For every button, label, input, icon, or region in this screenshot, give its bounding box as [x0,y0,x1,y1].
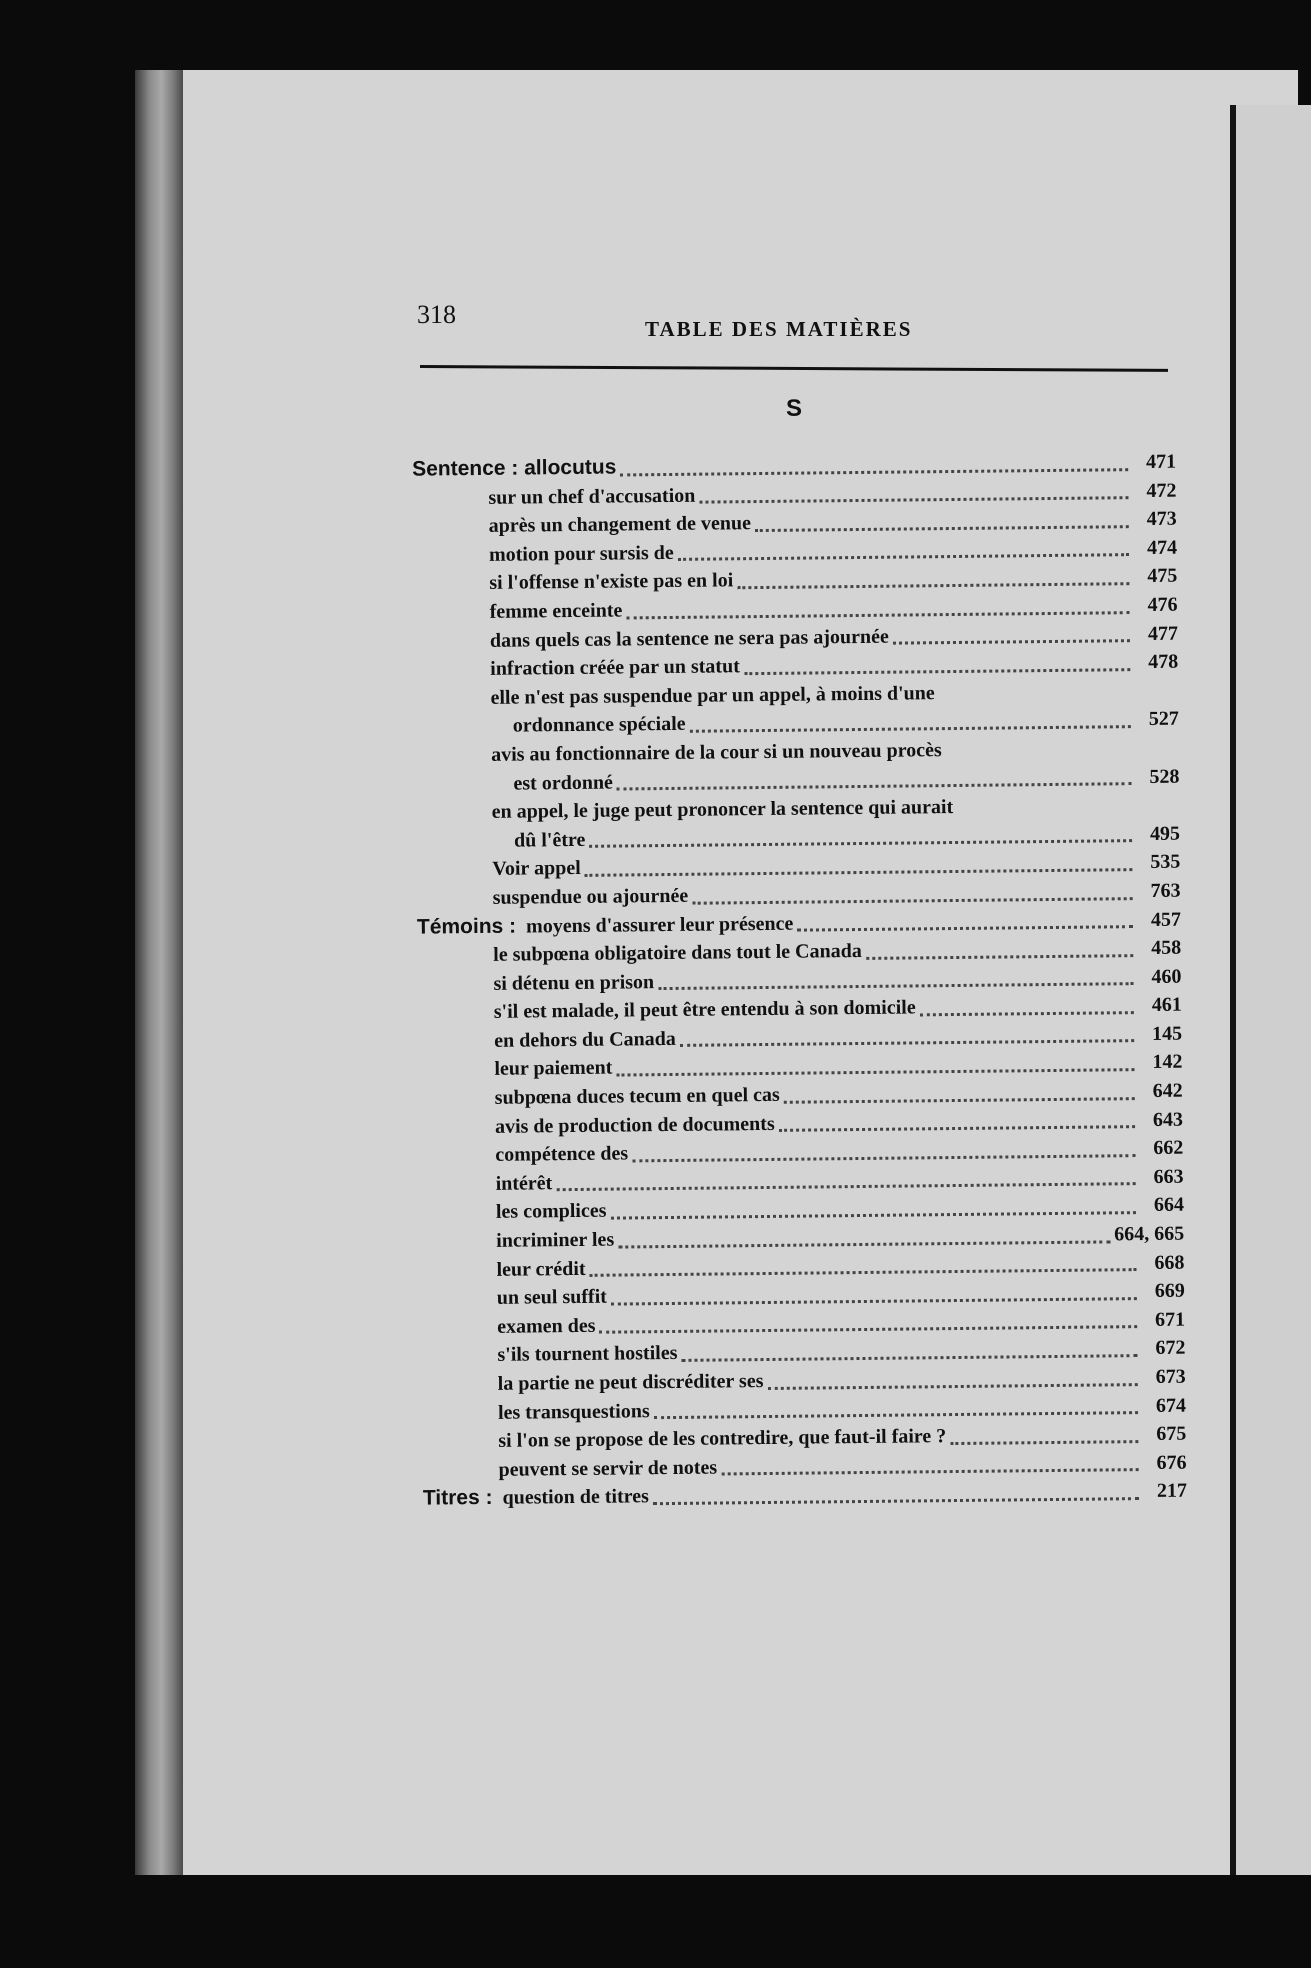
toc-page-number: 477 [1147,622,1179,645]
dot-leader [690,724,1131,733]
dot-leader [950,1439,1138,1445]
toc-page-number: 664 [1153,1194,1185,1217]
toc-entry-text: le subpœna obligatoire dans tout le Canada [493,940,862,966]
toc-entry-text: peuvent se servir de notes [498,1456,718,1481]
dot-leader [611,1296,1137,1306]
toc-page-number: 671 [1154,1308,1186,1331]
dot-leader [654,1410,1138,1419]
toc-entry-text: en appel, le juge peut prononcer la sentence qui aurait [491,796,954,823]
toc-entry-text: examen des [497,1314,596,1338]
toc-page-number: 642 [1152,1079,1183,1103]
toc-page-number: 676 [1156,1451,1187,1474]
toc-page-number: 217 [1156,1479,1187,1503]
toc-entry-text: leur paiement [494,1057,613,1081]
dot-leader [653,1496,1139,1505]
toc-entry-text: intérêt [495,1172,553,1195]
toc-page-number: 495 [1149,822,1181,845]
toc-entry-continuation: est ordonné [513,771,613,795]
toc-page-number: 457 [1150,908,1182,931]
toc-entry-text: en dehors du Canada [494,1027,676,1052]
dot-leader [692,896,1132,905]
page-number: 318 [417,300,456,329]
toc-entry-text: motion pour sursis de [488,541,674,566]
toc-entry-text: elle n'est pas suspendue par un appel, à moins d'une [490,681,935,709]
toc-entry-text: un seul suffit [496,1285,607,1310]
toc-page-number: 476 [1147,593,1178,616]
dot-leader [681,1353,1137,1362]
toc-entry-text: avis de production de documents [494,1112,775,1138]
toc-entry-text: moyens d'assurer leur présence [526,912,794,937]
toc-entry-text: s'il est malade, il peut être entendu à son domicile [493,996,916,1024]
dot-leader [658,981,1133,990]
dot-leader [590,1267,1137,1277]
toc-entry-text: infraction créée par un statut [490,655,740,681]
toc-entry-text: avis au fonctionnaire de la cour si un nouveau procès [491,739,942,766]
toc-entry-text: femme enceinte [489,599,623,623]
dot-leader [632,1153,1135,1162]
dot-leader [755,524,1129,532]
toc-page-number: 664, 665 [1114,1222,1185,1246]
toc-page-number: 763 [1150,879,1181,902]
toc-entry-text: les complices [495,1200,607,1224]
toc-page-number: 460 [1151,965,1182,988]
dot-leader [589,838,1132,848]
dot-leader [779,1124,1135,1132]
toc-entry-text: leur crédit [496,1257,586,1281]
toc-entry-text: si détenu en prison [493,970,655,995]
dot-leader [920,1010,1134,1016]
dot-leader [721,1467,1139,1475]
toc-entry-text: si l'offense n'existe pas en loi [489,569,734,595]
dot-leader [784,1096,1135,1104]
toc-entry-text: compétence des [495,1142,629,1167]
toc-entry-text: subpœna duces tecum en quel cas [494,1083,780,1109]
toc-topic-heading: Témoins : [416,914,517,939]
toc-topic-heading: Titres : [422,1486,493,1510]
toc-page-number: 478 [1148,650,1179,674]
toc-page-number: 142 [1152,1051,1183,1074]
dot-leader [699,495,1128,503]
toc-entry-text: la partie ne peut discréditer ses [497,1370,764,1395]
toc-entry-continuation: dû l'être [513,828,586,852]
toc-page-number: 458 [1151,936,1182,960]
running-title: TABLE DES MATIÈRES [645,317,913,341]
toc-page-number: 145 [1151,1022,1183,1045]
dot-leader [678,553,1129,562]
dot-leader [866,953,1133,960]
dot-leader [737,581,1129,589]
toc-page-number: 535 [1150,850,1181,874]
toc-page-number: 527 [1148,707,1179,731]
toc-entry-text: dans quels cas la sentence ne sera pas ajournée [489,625,889,652]
toc-page-number: 675 [1156,1422,1187,1446]
toc-page-number: 528 [1149,765,1180,788]
toc-entry-text: si l'on se propose de les contredire, que faut-il faire ? [498,1425,947,1453]
toc-page-number: 461 [1151,993,1182,1017]
toc-entry-text: les transquestions [497,1399,650,1424]
toc-page-number: 669 [1154,1279,1185,1303]
toc-page-number: 668 [1154,1251,1185,1274]
dot-leader [599,1325,1137,1335]
dot-leader [618,1239,1110,1248]
toc-entry-text: suspendue ou ajournée [492,884,689,909]
toc-page-number: 474 [1146,536,1178,559]
toc-entry-text: sur un chef d'accusation [488,484,696,509]
dot-leader [585,867,1133,877]
toc-topic-heading: Sentence : allocutus [412,455,617,481]
dot-leader [620,467,1128,476]
toc-page-number: 673 [1155,1365,1186,1388]
toc-entry-text: s'ils tournent hostiles [497,1342,678,1367]
toc-entry-text: question de titres [502,1485,649,1510]
table-of-contents [380,448,1187,1514]
toc-page-number: 475 [1147,565,1178,588]
toc-page-number: 472 [1146,479,1177,502]
dot-leader [797,924,1133,932]
dot-leader [556,1182,1135,1192]
book-spine [135,70,183,1875]
toc-page-number: 473 [1146,507,1177,531]
dot-leader [893,638,1130,644]
dot-leader [610,1210,1135,1220]
dot-leader [626,610,1129,619]
dot-leader [744,667,1130,675]
toc-page-number: 674 [1155,1394,1187,1417]
toc-entry-text: Voir appel [492,857,581,881]
toc-page-number: 471 [1145,450,1177,473]
toc-page-number: 663 [1153,1165,1184,1188]
dot-leader [767,1382,1137,1390]
toc-entry-text: incriminer les [496,1228,615,1252]
section-letter: S [786,395,803,422]
toc-page-number: 662 [1153,1136,1184,1160]
dot-leader [680,1039,1134,1048]
dot-leader [617,781,1132,790]
toc-page-number: 672 [1155,1337,1186,1360]
toc-page-number: 643 [1152,1108,1184,1131]
toc-entry-continuation: ordonnance spéciale [512,713,686,737]
toc-entry-text: après un changement de venue [488,512,752,538]
facing-page-edge [1230,105,1311,1875]
dot-leader [616,1067,1134,1076]
